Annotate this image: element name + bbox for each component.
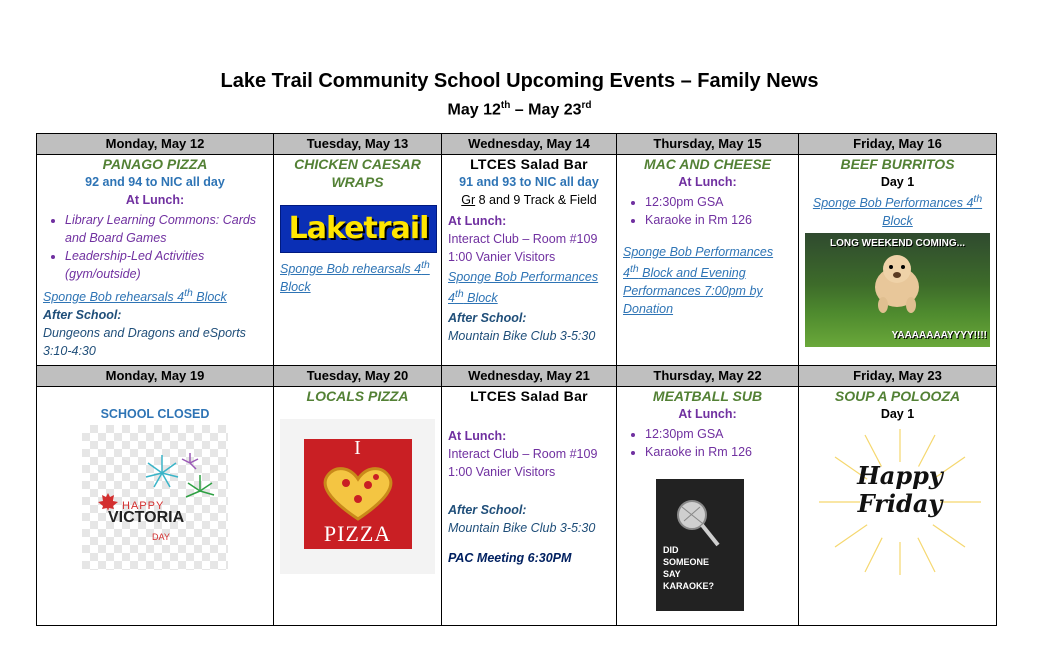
performance-text-end: Block and Evening Performances 7:00pm by Donation [623, 266, 763, 317]
rehearsal-text-end: Block [280, 280, 311, 295]
day-header: Tuesday, May 13 [274, 134, 442, 155]
list-item: • 12:30pm GSA [645, 193, 792, 211]
victoria-text: VICTORIA [108, 509, 185, 526]
day-cell-thu-15 [617, 155, 799, 366]
vanier-item: 1:00 Vanier Visitors [448, 465, 556, 479]
microphone-icon [670, 493, 730, 553]
after-school-heading: After School: [43, 308, 122, 323]
after-school-item: Mountain Bike Club 3-5:30 [448, 521, 596, 535]
friday-word: Friday [857, 489, 943, 518]
performance-text: Sponge Bob Performances 4 [623, 245, 774, 281]
day-header: Tuesday, May 20 [274, 366, 442, 387]
date-end: – May 23 [510, 101, 582, 119]
pizza-text: PIZZA [323, 521, 392, 546]
grade-label: Gr [461, 193, 476, 207]
lunch-menu: CHICKEN CAESAR WRAPS [294, 156, 421, 190]
lunch-heading: At Lunch: [125, 193, 185, 207]
day-cell-thu-22 [617, 387, 799, 626]
day-cell-tue-13 [274, 155, 442, 366]
day-number: Day 1 [880, 175, 915, 189]
performance-link[interactable] [448, 268, 610, 307]
after-school-item: Dungeons and Dragons and eSports 3:10-4:30 [43, 326, 246, 359]
date-range [0, 100, 1039, 119]
lunch-menu: MAC AND CHEESE [643, 156, 772, 172]
week1-header-row [37, 134, 997, 155]
week1-row [37, 155, 997, 366]
performance-text-end: Block [882, 214, 913, 229]
lunch-heading: At Lunch: [678, 407, 737, 421]
ordinal-suffix: th [421, 260, 430, 271]
day-header: Friday, May 23 [799, 366, 997, 387]
poster-line: SAY [663, 569, 681, 579]
week2-header-row [37, 366, 997, 387]
poster-line: SOMEONE [663, 557, 710, 567]
day-cell-tue-20 [274, 387, 442, 626]
happy-text: HAPPY [122, 500, 165, 512]
after-school-heading: After School: [448, 311, 527, 326]
page-title: Lake Trail Community School Upcoming Events – Family News [220, 70, 819, 92]
laketrail-logo-text: Laketrail [288, 211, 429, 246]
salad-bar: LTCES Salad Bar [470, 388, 588, 404]
lunch-heading: At Lunch: [448, 214, 507, 228]
pizza-i-text: I [354, 437, 361, 459]
happy-word: Happy [857, 461, 943, 490]
day-header: Friday, May 16 [799, 134, 997, 155]
day-number: Day 1 [880, 407, 915, 421]
victoria-day-art [82, 425, 228, 570]
performance-text-end: Block [463, 291, 498, 306]
nic-notice: 92 and 94 to NIC all day [85, 175, 225, 189]
pac-meeting: PAC Meeting 6:30PM [448, 551, 572, 565]
day-header: Thursday, May 22 [617, 366, 799, 387]
lunch-activities [43, 211, 267, 283]
after-school-item: Mountain Bike Club 3-5:30 [448, 329, 596, 344]
meme-bottom-text: YAAAAAAAYYYY!!!! [891, 330, 987, 342]
list-item: • 12:30pm GSA [645, 425, 792, 443]
day-cell-mon-19 [37, 387, 274, 626]
day-header: Thursday, May 15 [617, 134, 799, 155]
lunch-activities [623, 425, 792, 461]
lunch-menu: SOUP A POLOOZA [834, 388, 961, 404]
day-header: Monday, May 19 [37, 366, 274, 387]
rehearsal-link[interactable] [280, 257, 435, 296]
club-item: Interact Club – Room #109 [448, 232, 598, 246]
track-field [448, 191, 610, 209]
rehearsal-text-end: Block [192, 290, 227, 305]
performance-text: Sponge Bob Performances 4 [448, 270, 599, 306]
rehearsal-text: Sponge Bob rehearsals 4 [280, 262, 422, 277]
lunch-heading: At Lunch: [678, 175, 737, 189]
day-cell-wed-14 [442, 155, 617, 366]
school-closed-notice: SCHOOL CLOSED [100, 407, 210, 421]
nic-notice: 91 and 93 to NIC all day [459, 175, 599, 189]
day-cell-fri-16 [799, 155, 997, 366]
list-item: • Karaoke in Rm 126 [645, 211, 792, 229]
day-header: Wednesday, May 21 [442, 366, 617, 387]
karaoke-poster [656, 479, 744, 611]
week2-row [37, 387, 997, 626]
day-cell-mon-12 [37, 155, 274, 366]
dog-icon [857, 247, 937, 327]
laketrail-logo [280, 205, 437, 253]
list-item: • Karaoke in Rm 126 [645, 443, 792, 461]
poster-line: KARAOKE? [663, 581, 714, 591]
day-header: Monday, May 12 [37, 134, 274, 155]
lunch-menu: LOCALS PIZZA [306, 388, 409, 404]
heart-pizza-icon [318, 463, 398, 523]
day-cell-wed-21 [442, 387, 617, 626]
ordinal-suffix: th [184, 288, 193, 299]
day-text: DAY [152, 532, 170, 542]
rehearsal-text: Sponge Bob rehearsals 4 [43, 290, 185, 305]
lunch-activities [623, 193, 792, 229]
ordinal-suffix: th [973, 194, 983, 205]
after-school-heading: After School: [448, 503, 527, 517]
ordinal-suffix: th [629, 264, 639, 275]
poster-line: DID [663, 545, 679, 555]
rehearsal-link[interactable] [43, 285, 267, 306]
lunch-heading: At Lunch: [448, 429, 507, 443]
day-cell-fri-23 [799, 387, 997, 626]
performance-link[interactable] [805, 191, 990, 230]
pizza-heart-art [280, 419, 435, 574]
track-field-text: 8 and 9 Track & Field [475, 193, 597, 207]
date-start-suffix: th [500, 100, 511, 111]
meme-top-text: LONG WEEKEND COMING... [830, 238, 965, 250]
lunch-menu: BEEF BURRITOS [840, 156, 955, 172]
list-item: • Library Learning Commons: Cards and Board Games [65, 211, 267, 247]
list-item: • Leadership-Led Activities (gym/outside) [65, 247, 267, 283]
club-item: Interact Club – Room #109 [448, 447, 598, 461]
vanier-item: 1:00 Vanier Visitors [448, 250, 556, 264]
date-start: May 12 [447, 101, 501, 119]
salad-bar: LTCES Salad Bar [470, 156, 588, 172]
events-calendar [36, 133, 997, 626]
performance-text: Sponge Bob Performances 4 [812, 196, 974, 211]
ordinal-suffix: th [454, 289, 464, 300]
happy-friday-art [815, 427, 985, 577]
lunch-menu: PANAGO PIZZA [102, 156, 208, 172]
date-end-suffix: rd [581, 100, 592, 111]
performance-link[interactable] [623, 243, 792, 318]
day-header: Wednesday, May 14 [442, 134, 617, 155]
lunch-menu: MEATBALL SUB [652, 388, 763, 404]
long-weekend-meme [805, 233, 990, 347]
